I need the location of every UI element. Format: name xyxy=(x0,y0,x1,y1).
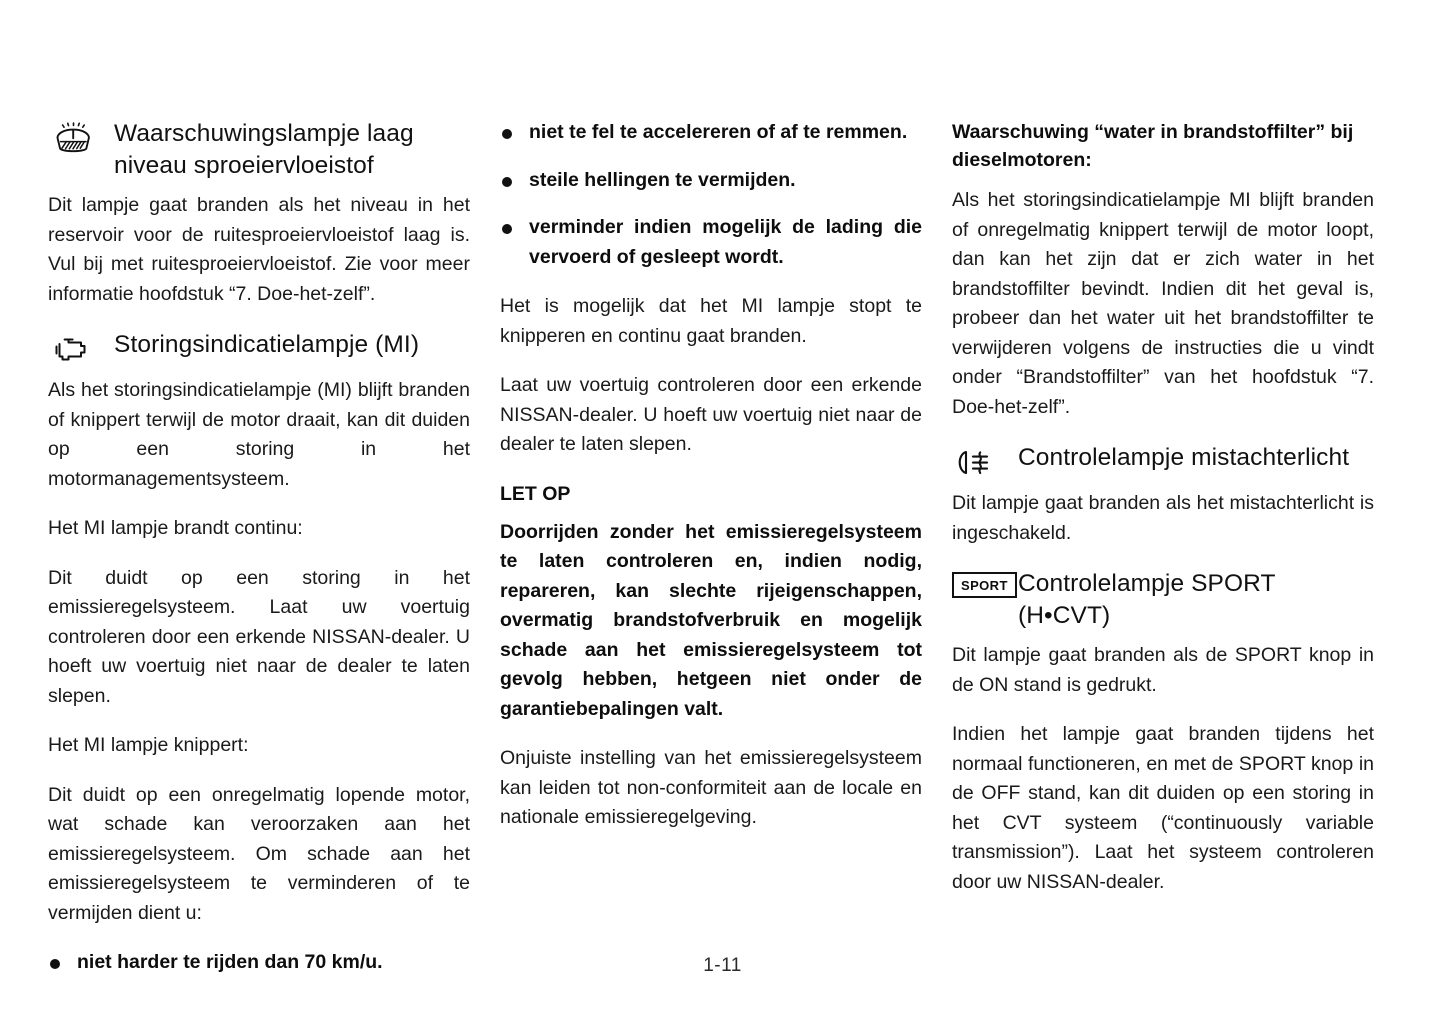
paragraph-mi-intro: Als het storingsindicatielampje (MI) blijft branden of knippert terwijl de motor draait, kan dit duiden op een storing in het motormanagementsysteem. xyxy=(48,379,470,490)
section-heading-sport-indicator xyxy=(952,568,1374,632)
page-number: 1-11 xyxy=(703,955,742,976)
heading-rear-fog-light-label: Controlelampje mistachterlicht xyxy=(1018,444,1350,471)
section-heading-malfunction-indicator xyxy=(48,329,470,367)
list-item: niet harder te rijden dan 70 km/u. xyxy=(48,948,470,978)
paragraph-water-in-fuel-filter: Als het storingsindicatielampje MI blijft branden of onregelmatig knippert terwijl de motor loopt, dan kan het zijn dat er zich water in het brandstoffilter bevindt. Indien dit het geval is, probeer dan het water uit het brandstoffilter te verwijderen volgens de instructies die u vindt onder “Brandstoffilter” van het hoofdstuk “7. Doe-het-zelf”. xyxy=(952,189,1374,418)
bullet-list-mi-precautions-part2 xyxy=(500,118,922,272)
paragraph-mi-steady-label: Het MI lampje brandt continu: xyxy=(48,517,303,539)
paragraph-notice-warranty: Doorrijden zonder het emissieregelsysteem te laten controleren en, indien nodig, repareren, kan slechte rijeigenschappen, overmatig brandstofverbruik en mogelijk schade aan het emissieregelsysteem tot gevolg hebben, hetgeen niet onder de garantiebepalingen valt. xyxy=(500,520,922,720)
sport-badge-label: SPORT xyxy=(952,572,1017,598)
paragraph-rear-fog-light: Dit lampje gaat branden als het mistachterlicht is ingeschakeld. xyxy=(952,492,1374,544)
rear-fog-light-icon xyxy=(952,442,1018,480)
list-item: niet te fel te accelereren of af te remmen. xyxy=(500,118,922,148)
heading-washer-fluid-label: Waarschuwingslampje laag niveau sproeiervloeistof xyxy=(114,120,414,179)
list-item: verminder indien mogelijk de lading die vervoerd of gesleept wordt. xyxy=(500,213,922,272)
paragraph-washer-fluid: Dit lampje gaat branden als het niveau in het reservoir voor de ruitesproeiervloeistof laag is. Vul bij met ruitesproeiervloeistof. Zie voor meer informatie hoofdstuk “7. Doe-het-zelf”. xyxy=(48,194,470,305)
column-1 xyxy=(48,118,470,998)
paragraph-sport-malfunction: Indien het lampje gaat branden tijdens het normaal functioneren, en met de SPORT knop in de OFF stand, kan dit duiden op een storing in het CVT systeem (“continuously variable transmission”). Laat het systeem controleren door uw NISSAN-dealer. xyxy=(952,723,1374,893)
section-heading-rear-fog-light xyxy=(952,442,1374,480)
heading-sport-indicator-label: Controlelampje SPORT (H•CVT) xyxy=(1018,570,1276,629)
paragraph-notice-compliance: Onjuiste instelling van het emissieregelsysteem kan leiden tot non-conformiteit aan de locale en nationale emissieregelgeving. xyxy=(500,747,922,828)
paragraph-mi-steady-detail: Dit duidt op een storing in het emissieregelsysteem. Laat uw voertuig controleren door een erkende NISSAN-dealer. U hoeft uw voertuig niet naar de dealer te laten slepen. xyxy=(48,566,470,707)
column-2 xyxy=(500,118,922,998)
section-heading-washer-fluid xyxy=(48,118,470,182)
list-item: steile hellingen te vermijden. xyxy=(500,166,922,196)
paragraph-sport-on: Dit lampje gaat branden als de SPORT knop in de ON stand is gedrukt. xyxy=(952,644,1374,696)
page-columns xyxy=(48,118,1388,998)
heading-malfunction-indicator-label: Storingsindicatielampje (MI) xyxy=(114,331,420,358)
windshield-washer-fluid-icon xyxy=(48,118,114,156)
sport-badge-icon xyxy=(952,568,1018,606)
column-3 xyxy=(952,118,1374,998)
paragraph-mi-blinking-detail: Dit duidt op een onregelmatig lopende motor, wat schade kan veroorzaken aan het emissieregelsysteem. Om schade aan het emissieregelsysteem te verminderen of te vermijden dient u: xyxy=(48,783,470,924)
paragraph-mi-stops-blinking: Het is mogelijk dat het MI lampje stopt te knipperen en continu gaat branden. xyxy=(500,295,922,347)
notice-title-let-op: LET OP xyxy=(500,482,571,505)
paragraph-mi-blinking-label: Het MI lampje knippert: xyxy=(48,734,249,756)
paragraph-mi-have-inspected: Laat uw voertuig controleren door een erkende NISSAN-dealer. U hoeft uw voertuig niet naar de dealer te laten slepen. xyxy=(500,374,922,455)
heading-water-in-fuel-filter: Waarschuwing “water in brandstoffilter” bij dieselmotoren: xyxy=(952,121,1354,171)
check-engine-malfunction-indicator-icon xyxy=(48,329,114,367)
